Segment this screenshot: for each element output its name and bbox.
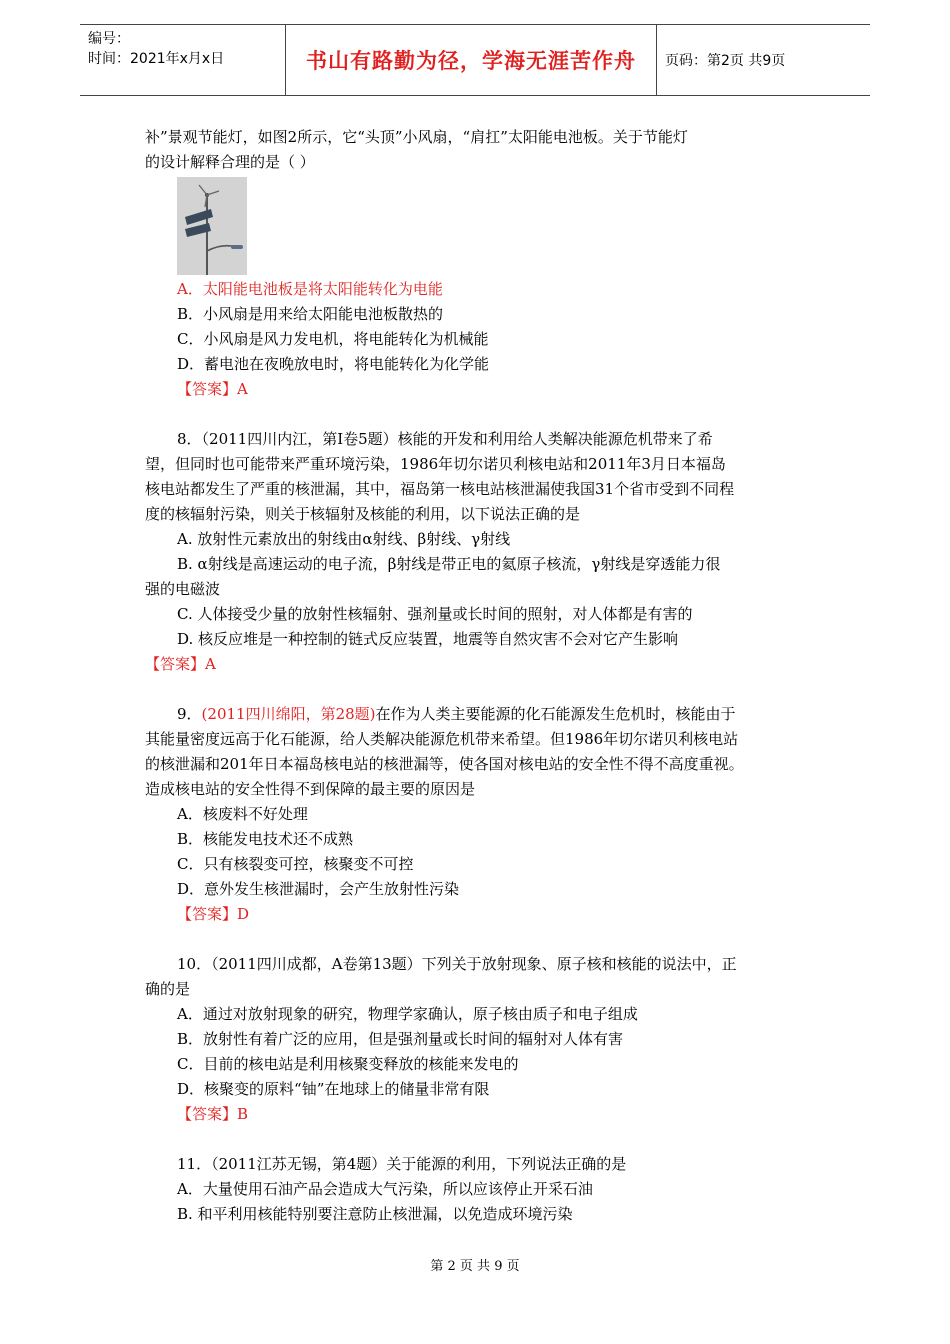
q7-stem-line-2: 的设计解释合理的是（ ） bbox=[145, 153, 315, 171]
q8-option-d: D. 核反应堆是一种控制的链式反应装置，地震等自然灾害不会对它产生影响 bbox=[177, 630, 679, 648]
q7-option-c: C．小风扇是风力发电机，将电能转化为机械能 bbox=[177, 330, 489, 348]
spacer bbox=[145, 402, 825, 427]
q9-stem-line-3: 的核泄漏和201年日本福岛核电站的核泄漏等，使各国对核电站的安全性不得不高度重视。 bbox=[145, 755, 744, 773]
page-footer: 第 2 页 共 9 页 bbox=[430, 1259, 520, 1274]
q9-stem-line-1 bbox=[145, 702, 825, 727]
q7-answer: 【答案】A bbox=[177, 380, 248, 398]
q8-answer: 【答案】A bbox=[145, 655, 216, 673]
street-lamp-figure bbox=[177, 177, 247, 275]
number-label: 编号： bbox=[88, 31, 130, 47]
q7-option-a: A．太阳能电池板是将太阳能转化为电能 bbox=[177, 280, 443, 298]
header-page-code: 页码：第2页 共9页 bbox=[665, 53, 786, 69]
question-10 bbox=[145, 952, 825, 1127]
q9-option-d: D．意外发生核泄漏时，会产生放射性污染 bbox=[177, 880, 460, 898]
q7-option-d: D．蓄电池在夜晚放电时，将电能转化为化学能 bbox=[177, 355, 490, 373]
q8-stem-line-4: 度的核辐射污染，则关于核辐射及核能的利用，以下说法正确的是 bbox=[145, 505, 581, 523]
q9-stem-line-4: 造成核电站的安全性得不到保障的最主要的原因是 bbox=[145, 780, 476, 798]
q10-option-b: B．放射性有着广泛的应用，但是强剂量或长时间的辐射对人体有害 bbox=[177, 1030, 624, 1048]
q10-option-c: C．目前的核电站是利用核聚变释放的核能来发电的 bbox=[177, 1055, 519, 1073]
q10-stem-line-1: 10．（2011四川成都，A卷第13题）下列关于放射现象、原子核和核能的说法中，正 bbox=[177, 955, 737, 973]
q11-option-b: B. 和平利用核能特别要注意防止核泄漏，以免造成环境污染 bbox=[177, 1205, 573, 1223]
q9-option-b: B．核能发电技术还不成熟 bbox=[177, 830, 354, 848]
q10-stem-line-2: 确的是 bbox=[145, 980, 191, 998]
header-motto: 书山有路勤为径，学海无涯苦作舟 bbox=[285, 25, 657, 95]
q8-option-b-cont: 强的电磁波 bbox=[145, 580, 221, 598]
document-body bbox=[145, 125, 825, 1227]
q9-answer: 【答案】D bbox=[177, 905, 250, 923]
q9-source: (2011四川绵阳，第28题) bbox=[201, 705, 376, 723]
q8-stem-line-3: 核电站都发生了严重的核泄漏，其中，福岛第一核电站核泄漏使我国31个省市受到不同程 bbox=[145, 480, 735, 498]
time-label: 时间：2021年x月x日 bbox=[88, 51, 225, 67]
question-8 bbox=[145, 427, 825, 677]
spacer bbox=[145, 927, 825, 952]
wind-solar-lamp-image bbox=[177, 177, 247, 275]
question-7 bbox=[145, 125, 825, 402]
q10-answer: 【答案】B bbox=[177, 1105, 249, 1123]
q11-option-a: A．大量使用石油产品会造成大气污染，所以应该停止开采石油 bbox=[177, 1180, 593, 1198]
q8-option-c: C. 人体接受少量的放射性核辐射、强剂量或长时间的照射，对人体都是有害的 bbox=[177, 605, 693, 623]
q7-option-b: B．小风扇是用来给太阳能电池板散热的 bbox=[177, 305, 444, 323]
q9-stem-first-rest: 在作为人类主要能源的化石能源发生危机时，核能由于 bbox=[375, 705, 736, 723]
page-header bbox=[80, 24, 870, 96]
q11-stem-line-1: 11．（2011江苏无锡，第4题）关于能源的利用，下列说法正确的是 bbox=[177, 1155, 627, 1173]
q9-stem-line-2: 其能量密度远高于化石能源，给人类解决能源危机带来希望。但1986年切尔诺贝利核电站 bbox=[145, 730, 739, 748]
q8-stem-line-1: 8．（2011四川内江，第Ⅰ卷5题）核能的开发和利用给人类解决能源危机带来了希 bbox=[177, 430, 713, 448]
q8-option-b: B. α射线是高速运动的电子流，β射线是带正电的氦原子核流，γ射线是穿透能力很 bbox=[177, 555, 721, 573]
q8-option-a: A. 放射性元素放出的射线由α射线、β射线、γ射线 bbox=[177, 530, 511, 548]
header-left bbox=[88, 25, 288, 95]
spacer bbox=[145, 1127, 825, 1152]
q9-option-c: C．只有核裂变可控，核聚变不可控 bbox=[177, 855, 414, 873]
q10-option-a: A．通过对放射现象的研究，物理学家确认，原子核由质子和电子组成 bbox=[177, 1005, 638, 1023]
q9-option-a: A．核废料不好处理 bbox=[177, 805, 308, 823]
q7-option-b-wrap bbox=[145, 302, 825, 327]
question-9 bbox=[145, 702, 825, 927]
question-11 bbox=[145, 1152, 825, 1227]
q8-stem-line-2: 望，但同时也可能带来严重环境污染，1986年切尔诺贝利核电站和2011年3月日本福岛 bbox=[145, 455, 726, 473]
q9-number: 9． bbox=[177, 705, 202, 723]
spacer bbox=[145, 677, 825, 702]
q7-stem-line-1: 补”景观节能灯，如图2所示，它“头顶”小风扇，“肩扛”太阳能电池板。关于节能灯 bbox=[145, 128, 688, 146]
q10-option-d: D．核聚变的原料“铀”在地球上的储量非常有限 bbox=[177, 1080, 490, 1098]
